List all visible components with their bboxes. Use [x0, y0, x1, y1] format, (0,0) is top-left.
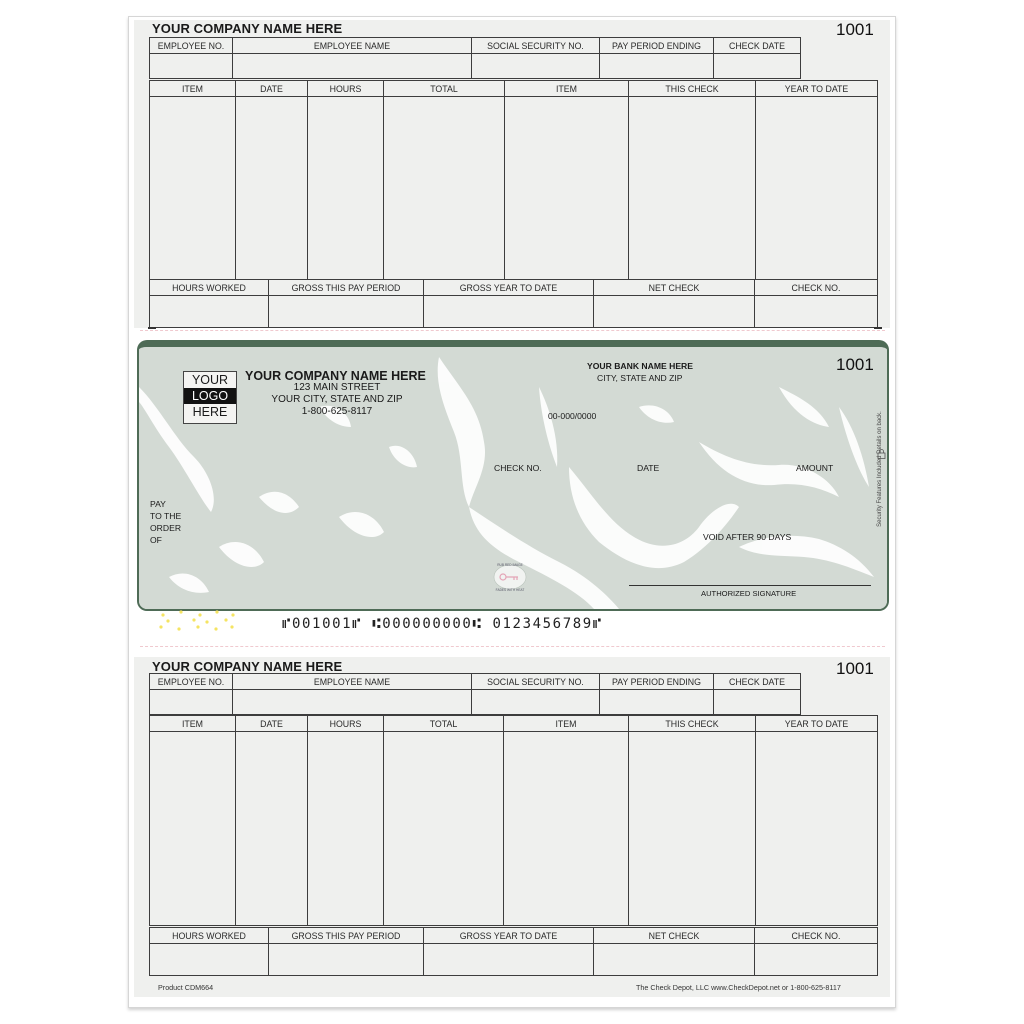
header-this-check: THIS CHECK — [629, 716, 756, 732]
header-gross-ytd: GROSS YEAR TO DATE — [424, 928, 594, 944]
header-net-check: NET CHECK — [594, 280, 755, 296]
bank-name: YOUR BANK NAME HERE — [587, 361, 693, 371]
security-dots-icon — [155, 610, 240, 635]
field-ssn[interactable] — [472, 690, 600, 715]
header-check-no: CHECK NO. — [755, 280, 878, 296]
field-pay-period-ending[interactable] — [600, 54, 714, 79]
stub-company-name: YOUR COMPANY NAME HERE — [152, 21, 343, 36]
pay-to-line-1: PAY — [150, 499, 166, 509]
field-check-date[interactable] — [714, 54, 801, 79]
header-pay-period-ending: PAY PERIOD ENDING — [600, 38, 714, 54]
signature-label: AUTHORIZED SIGNATURE — [701, 589, 797, 598]
stub-company-name: YOUR COMPANY NAME HERE — [152, 659, 343, 674]
void-notice: VOID AFTER 90 DAYS — [703, 532, 792, 542]
vendor-info: The Check Depot, LLC www.CheckDepot.net or 1-800-625-8117 — [636, 983, 841, 992]
header-gross-this-period: GROSS THIS PAY PERIOD — [269, 280, 424, 296]
header-check-date: CHECK DATE — [714, 674, 801, 690]
field-totals[interactable] — [384, 732, 504, 926]
field-gross-ytd[interactable] — [424, 944, 594, 976]
micr-line: ⑈001001⑈ ⑆000000000⑆ 0123456789⑈ — [282, 616, 603, 632]
field-gross-ytd[interactable] — [424, 296, 594, 328]
field-hours[interactable] — [308, 732, 384, 926]
perforation-tick — [148, 327, 156, 329]
header-year-to-date: YEAR TO DATE — [756, 81, 878, 97]
field-hours-worked[interactable] — [150, 296, 269, 328]
field-ssn[interactable] — [472, 54, 600, 79]
security-features-note — [873, 398, 887, 548]
pay-to-line-3: ORDER — [150, 523, 182, 533]
pay-to-line-4: OF — [150, 535, 162, 545]
stub-check-number: 1001 — [836, 20, 874, 39]
perforation-line — [140, 646, 885, 647]
field-year-to-date[interactable] — [756, 732, 878, 926]
earnings-table — [149, 715, 878, 926]
field-items[interactable] — [150, 97, 236, 280]
header-total: TOTAL — [384, 716, 504, 732]
check-number: 1001 — [836, 355, 874, 374]
check-company-phone: 1-800-625-8117 — [301, 406, 373, 417]
summary-table — [149, 279, 878, 328]
field-dates[interactable] — [236, 97, 308, 280]
field-check-date[interactable] — [714, 690, 801, 715]
security-features-text: Security Features Included Details on back. — [877, 411, 883, 527]
header-this-check: THIS CHECK — [629, 81, 756, 97]
field-employee-name[interactable] — [233, 690, 472, 715]
field-hours[interactable] — [308, 97, 384, 280]
field-this-check[interactable] — [629, 732, 756, 926]
padlock-icon — [877, 449, 886, 459]
product-code: Product CDM664 — [158, 983, 214, 992]
logo-line-1: YOUR — [191, 373, 229, 387]
heat-sensitive-key-icon — [488, 557, 532, 597]
employee-info-table — [149, 37, 801, 79]
header-ssn: SOCIAL SECURITY NO. — [472, 38, 600, 54]
field-totals[interactable] — [384, 97, 505, 280]
check-face — [137, 340, 889, 611]
amount-label: AMOUNT — [796, 463, 834, 473]
header-gross-ytd: GROSS YEAR TO DATE — [424, 280, 594, 296]
heat-seal-top: RUB RED IMAGE — [497, 563, 523, 567]
pay-to-label — [150, 498, 181, 546]
bank-city: CITY, STATE AND ZIP — [597, 373, 683, 383]
pay-to-line-2: TO THE — [150, 511, 182, 521]
field-pay-period-ending[interactable] — [600, 690, 714, 715]
bottom-stub — [134, 657, 890, 997]
header-date: DATE — [236, 716, 308, 732]
header-employee-name: EMPLOYEE NAME — [233, 38, 472, 54]
header-hours-worked: HOURS WORKED — [150, 280, 269, 296]
field-deduction-items[interactable] — [504, 732, 629, 926]
field-deduction-items[interactable] — [505, 97, 629, 280]
header-year-to-date: YEAR TO DATE — [756, 716, 878, 732]
check-company-address: 123 MAIN STREET — [293, 382, 381, 393]
field-gross-this-period[interactable] — [269, 944, 424, 976]
logo-placeholder — [183, 371, 237, 424]
check-no-label: CHECK NO. — [494, 463, 542, 473]
header-hours-worked: HOURS WORKED — [150, 928, 269, 944]
header-employee-name: EMPLOYEE NAME — [233, 674, 472, 690]
header-net-check: NET CHECK — [594, 928, 755, 944]
security-banner: THE FACE OF THIS DOCUMENT HAS A COLORED BACKGROUND ON WHITE PAPER — [421, 340, 675, 346]
header-item: ITEM — [150, 716, 236, 732]
field-year-to-date[interactable] — [756, 97, 878, 280]
header-employee-no: EMPLOYEE NO. — [150, 674, 233, 690]
stub-check-number: 1001 — [836, 659, 874, 678]
header-check-no: CHECK NO. — [755, 928, 878, 944]
logo-line-2: LOGO — [184, 388, 236, 404]
field-employee-no[interactable] — [150, 54, 233, 79]
field-net-check[interactable] — [594, 944, 755, 976]
summary-table — [149, 927, 878, 976]
field-employee-no[interactable] — [150, 690, 233, 715]
field-check-no[interactable] — [755, 296, 878, 328]
header-total: TOTAL — [384, 81, 505, 97]
header-deduction-item: ITEM — [504, 716, 629, 732]
header-date: DATE — [236, 81, 308, 97]
check-company-name: YOUR COMPANY NAME HERE — [245, 369, 426, 383]
field-this-check[interactable] — [629, 97, 756, 280]
perforation-tick — [874, 327, 882, 329]
header-check-date: CHECK DATE — [714, 38, 801, 54]
field-employee-name[interactable] — [233, 54, 472, 79]
date-label: DATE — [637, 463, 660, 473]
header-deduction-item: ITEM — [505, 81, 629, 97]
heat-seal-bottom: FADES WITH HEAT — [495, 588, 525, 592]
header-hours: HOURS — [308, 716, 384, 732]
header-ssn: SOCIAL SECURITY NO. — [472, 674, 600, 690]
check-company-city: YOUR CITY, STATE AND ZIP — [271, 394, 403, 405]
field-check-no[interactable] — [755, 944, 878, 976]
employee-info-table — [149, 673, 801, 715]
amount-field[interactable] — [794, 475, 874, 489]
earnings-table — [149, 80, 878, 280]
field-net-check[interactable] — [594, 296, 755, 328]
top-stub — [134, 20, 890, 328]
field-hours-worked[interactable] — [150, 944, 269, 976]
logo-line-3: HERE — [192, 405, 228, 419]
routing-fraction: 00-000/0000 — [548, 411, 597, 421]
signature-line[interactable] — [629, 585, 871, 586]
payee-field[interactable] — [194, 517, 614, 537]
header-pay-period-ending: PAY PERIOD ENDING — [600, 674, 714, 690]
field-gross-this-period[interactable] — [269, 296, 424, 328]
field-items[interactable] — [150, 732, 236, 926]
perforation-line — [140, 330, 885, 331]
header-hours: HOURS — [308, 81, 384, 97]
header-gross-this-period: GROSS THIS PAY PERIOD — [269, 928, 424, 944]
field-dates[interactable] — [236, 732, 308, 926]
header-employee-no: EMPLOYEE NO. — [150, 38, 233, 54]
header-item: ITEM — [150, 81, 236, 97]
